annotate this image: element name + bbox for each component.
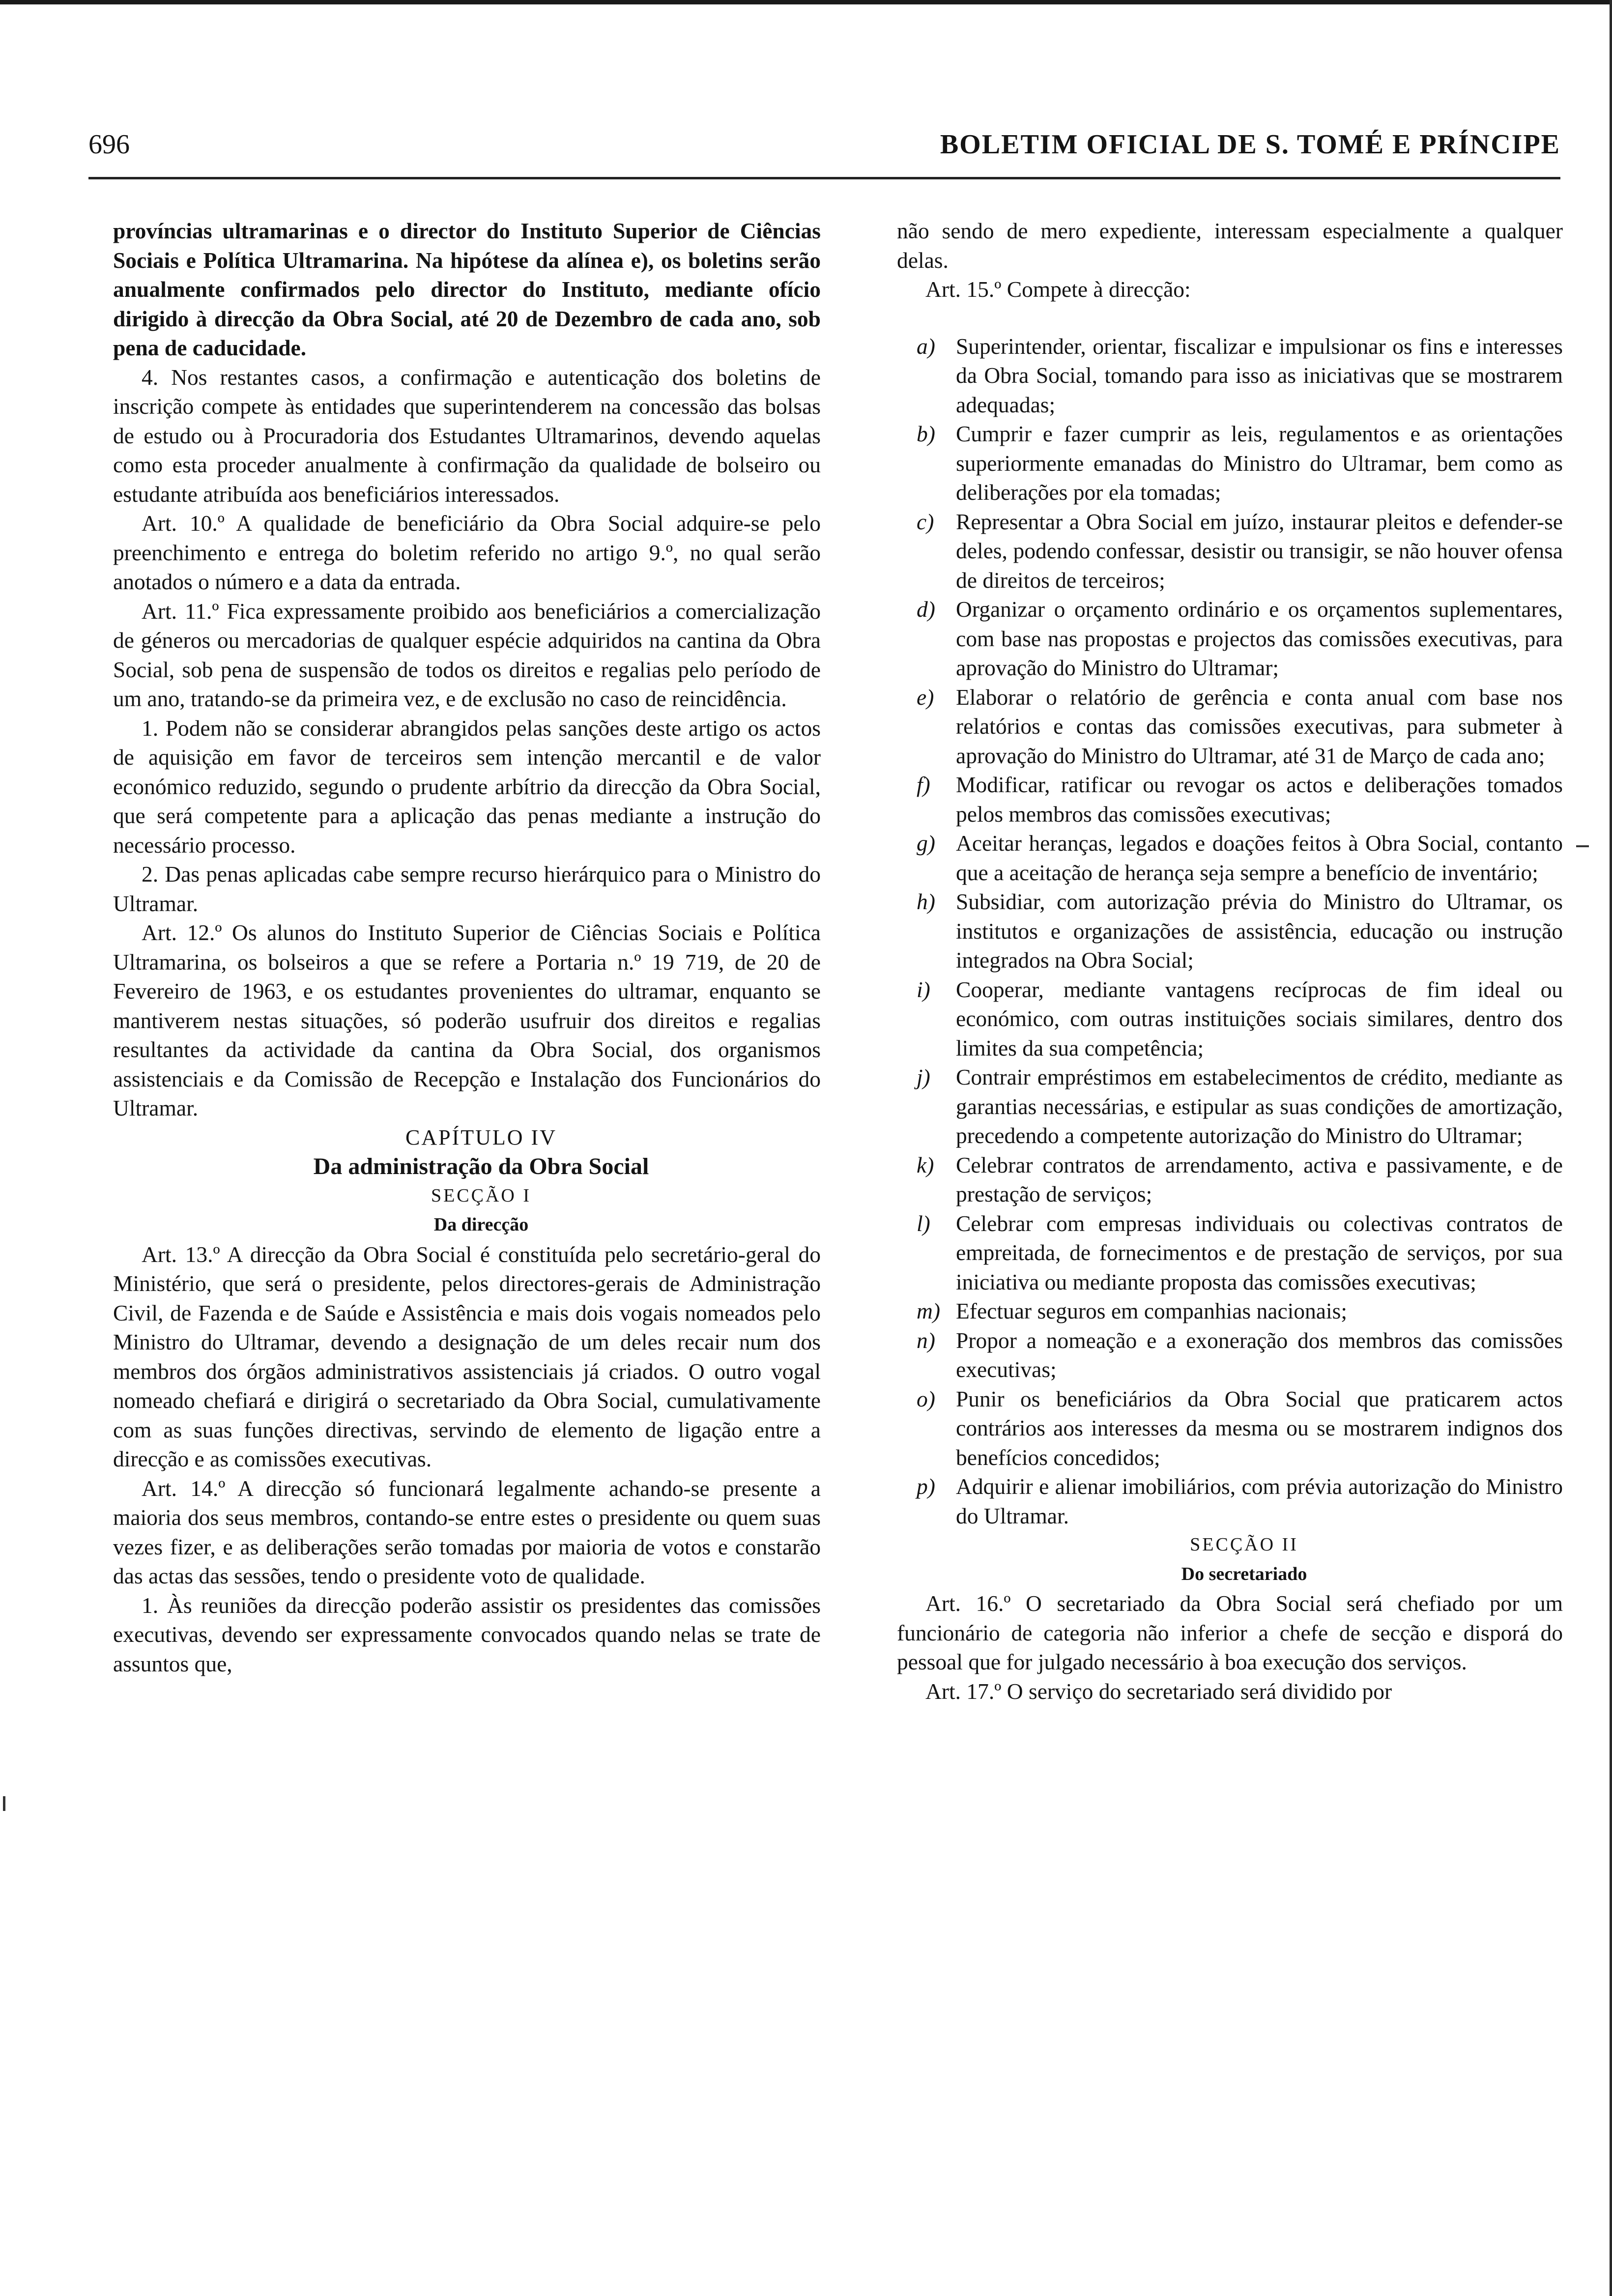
paragraph-continuation: não sendo de mero expediente, interessam especialmente a qualquer delas. xyxy=(897,218,1563,273)
list-item-text: Aceitar heranças, legados e doações feitos à Obra Social, contanto que a aceitação de herança seja sempre a benefício de inventário; xyxy=(956,831,1563,885)
list-item-label: f) xyxy=(917,772,930,797)
list-item xyxy=(897,332,1563,420)
paragraph: 4. Nos restantes casos, a confirmação e autenticação dos boletins de inscrição compete às entidades que superintenderem na concessão das bolsas de estudo ou à Procuradoria dos Estudantes Ultramarinos, devendo aquelas como esta proceder anualmente à confirmação da qualidade de bolseiro ou estudante atribuída aos beneficiários interessados. xyxy=(113,364,821,507)
scan-top-edge xyxy=(0,0,1612,4)
list-item-text: Celebrar contratos de arrendamento, activa e passivamente, e de prestação de serviços; xyxy=(956,1152,1563,1206)
list-item xyxy=(897,507,1563,595)
list-item-text: Organizar o orçamento ordinário e os orçamentos suplementares, com base nas propostas e projectos das comissões executivas, para aprovação do Ministro do Ultramar; xyxy=(956,597,1563,680)
paragraph-art-12: Art. 12.º Os alunos do Instituto Superior de Ciências Sociais e Política Ultramarina, os bolseiros a que se refere a Portaria n.º 19 719, de 20 de Fevereiro de 1963, e os estudantes provenientes do ultramar, enquanto se mantiverem nestas situações, só poderão usufruir dos direitos e regalias resultantes da actividade da cantina da Obra Social, dos organismos assistenciais e da Comissão de Recepção e Instalação dos Funcionários do Ultramar. xyxy=(113,920,821,1120)
list-item xyxy=(897,770,1563,829)
list-item-text: Elaborar o relatório de gerência e conta anual com base nos relatórios e contas das comissões executivas, para submeter à aprovação do Ministro do Ultramar, até 31 de Março de cada ano; xyxy=(956,684,1563,768)
list-item xyxy=(897,419,1563,507)
list-item xyxy=(897,1472,1563,1530)
chapter-title: Da administração da Obra Social xyxy=(313,1153,649,1179)
list-item-label: b) xyxy=(917,421,935,446)
list-item-text: Superintender, orientar, fiscalizar e impulsionar os fins e interesses da Obra Social, tomando para isso as iniciativas que se mostrarem adequadas; xyxy=(956,333,1563,417)
list-item-label: e) xyxy=(917,684,934,710)
page-header xyxy=(88,129,1560,168)
paragraph-art-16: Art. 16.º O secretariado da Obra Social será chefiado por um funcionário de categoria não inferior a chefe de secção e disporá do pessoal que for julgado necessário à boa execução dos serviços. xyxy=(897,1591,1563,1674)
list-item-label: g) xyxy=(917,831,935,856)
paragraph: 2. Das penas aplicadas cabe sempre recurso hierárquico para o Ministro do Ultramar. xyxy=(113,861,821,916)
section-label: SECÇÃO II xyxy=(1190,1534,1298,1555)
journal-title: BOLETIM OFICIAL DE S. TOMÉ E PRÍNCIPE xyxy=(940,129,1560,160)
list-item xyxy=(897,683,1563,771)
list-item-text: Representar a Obra Social em juízo, instaurar pleitos e defender-se deles, podendo confessar, desistir ou transigir, se não houver ofensa de direitos de terceiros; xyxy=(956,509,1563,593)
list-item-text: Adquirir e alienar imobiliários, com prévia autorização do Ministro do Ultramar. xyxy=(956,1474,1563,1528)
list-item-label: o) xyxy=(917,1386,935,1411)
list-item-text: Subsidiar, com autorização prévia do Ministro do Ultramar, os institutos e organizações de assistência, educação ou instrução integrados na Obra Social; xyxy=(956,889,1563,973)
list-item xyxy=(897,829,1563,887)
list-item-text: Cumprir e fazer cumprir as leis, regulamentos e as orientações superiormente emanadas do Ministro do Ultramar, bem como as deliberações por ela tomadas; xyxy=(956,421,1563,505)
list-item-text: Propor a nomeação e a exoneração dos membros das comissões executivas; xyxy=(956,1327,1563,1382)
right-column xyxy=(897,216,1563,1706)
list-item-label: m) xyxy=(917,1298,941,1323)
list-item-text: Celebrar com empresas individuais ou colectivas contratos de empreitada, de fornecimentos e de prestação de serviços, por sua iniciativa ou mediante proposta das comissões executivas; xyxy=(956,1210,1563,1294)
paragraph: 1. Podem não se considerar abrangidos pelas sanções deste artigo os actos de aquisição em favor de terceiros sem intenção mercantil e de valor económico reduzido, segundo o prudente arbítrio da direcção da Obra Social, que será competente para a aplicação das penas mediante a instrução do necessário processo. xyxy=(113,715,821,858)
list-item-text: Cooperar, mediante vantagens recíprocas de fim ideal ou económico, com outras instituições sociais similares, dentro dos limites da sua competência; xyxy=(956,976,1563,1061)
list-item xyxy=(897,1296,1563,1326)
list-item-text: Punir os beneficiários da Obra Social que praticarem actos contrários aos interesses da mesma ou se mostrarem indignos dos benefícios concedidos; xyxy=(956,1386,1563,1470)
paragraph-art-17: Art. 17.º O serviço do secretariado será dividido por xyxy=(925,1678,1392,1704)
list-item xyxy=(897,1150,1563,1209)
list-item xyxy=(897,595,1563,683)
list-item xyxy=(897,975,1563,1063)
list-item-label: d) xyxy=(917,597,935,622)
page-number: 696 xyxy=(88,129,130,160)
list-item-label: j) xyxy=(917,1064,930,1090)
list-item-label: p) xyxy=(917,1474,935,1499)
list-item-label: a) xyxy=(917,333,935,359)
left-column xyxy=(113,216,821,1678)
duties-list xyxy=(897,332,1563,1531)
paragraph-art-15: Art. 15.º Compete à direcção: xyxy=(925,277,1191,302)
margin-mark xyxy=(3,1796,5,1811)
list-item xyxy=(897,1062,1563,1150)
list-item-label: n) xyxy=(917,1327,935,1353)
header-rule xyxy=(88,177,1560,179)
list-item-label: i) xyxy=(917,976,930,1002)
list-item-label: h) xyxy=(917,889,935,914)
margin-mark xyxy=(1576,845,1589,847)
scan-right-edge xyxy=(1610,0,1612,2296)
paragraph-continuation: províncias ultramarinas e o director do Instituto Superior de Ciências Sociais e Política Ultramarina. Na hipótese da alínea e), os boletins serão anualmente confirmados pelo director do Instituto, mediante ofício dirigido à direcção da Obra Social, até 20 de Dezembro de cada ano, sob pena de caducidade. xyxy=(113,218,821,360)
paragraph-art-11: Art. 11.º Fica expressamente proibido aos beneficiários a comercialização de géneros ou mercadorias de qualquer espécie adquiridos na cantina da Obra Social, sob pena de suspensão de todos os direitos e regalias pelo período de um ano, tratando-se da primeira vez, e de exclusão no caso de reincidência. xyxy=(113,598,821,711)
paragraph-art-13: Art. 13.º A direcção da Obra Social é constituída pelo secretário-geral do Ministério, que será o presidente, pelos directores-gerais de Administração Civil, de Fazenda e de Saúde e Assistência e mais dois vogais nomeados pelo Ministro do Ultramar, devendo a designação de um deles recair num dos membros dos órgãos administrativos assistenciais já criados. O outro vogal nomeado chefiará e dirigirá o secretariado da Obra Social, cumulativamente com as suas funções directivas, servindo de elemento de ligação entre a direcção e as comissões executivas. xyxy=(113,1241,821,1471)
section-title: Do secretariado xyxy=(1181,1563,1307,1584)
chapter-label: CAPÍTULO IV xyxy=(405,1125,557,1149)
list-item xyxy=(897,1326,1563,1384)
paragraph-art-14: Art. 14.º A direcção só funcionará legalmente achando-se presente a maioria dos seus membros, contando-se entre estes o presidente ou quem suas vezes fizer, e as deliberações serão tomadas por maioria de votos e constarão das actas das sessões, tendo o presidente voto de qualidade. xyxy=(113,1475,821,1588)
section-label: SECÇÃO I xyxy=(431,1185,532,1206)
list-item-label: k) xyxy=(917,1152,934,1177)
list-item-label: c) xyxy=(917,509,934,534)
paragraph-art-10: Art. 10.º A qualidade de beneficiário da Obra Social adquire-se pelo preenchimento e entrega do boletim referido no artigo 9.º, no qual serão anotados o número e a data da entrada. xyxy=(113,511,821,594)
list-item-text: Modificar, ratificar ou revogar os actos e deliberações tomados pelos membros das comissões executivas; xyxy=(956,772,1563,827)
paragraph: 1. Às reuniões da direcção poderão assistir os presidentes das comissões executivas, devendo ser expressamente convocados quando nelas se trate de assuntos que, xyxy=(113,1592,821,1676)
list-item xyxy=(897,887,1563,975)
list-item xyxy=(897,1384,1563,1472)
list-item-text: Efectuar seguros em companhias nacionais; xyxy=(956,1298,1347,1323)
section-title: Da direcção xyxy=(433,1214,529,1235)
list-item-text: Contrair empréstimos em estabelecimentos de crédito, mediante as garantias necessárias, e estipular as suas condições de amortização, precedendo a competente autorização do Ministro do Ultramar; xyxy=(956,1064,1563,1148)
list-item-label: l) xyxy=(917,1210,930,1236)
list-item xyxy=(897,1209,1563,1297)
